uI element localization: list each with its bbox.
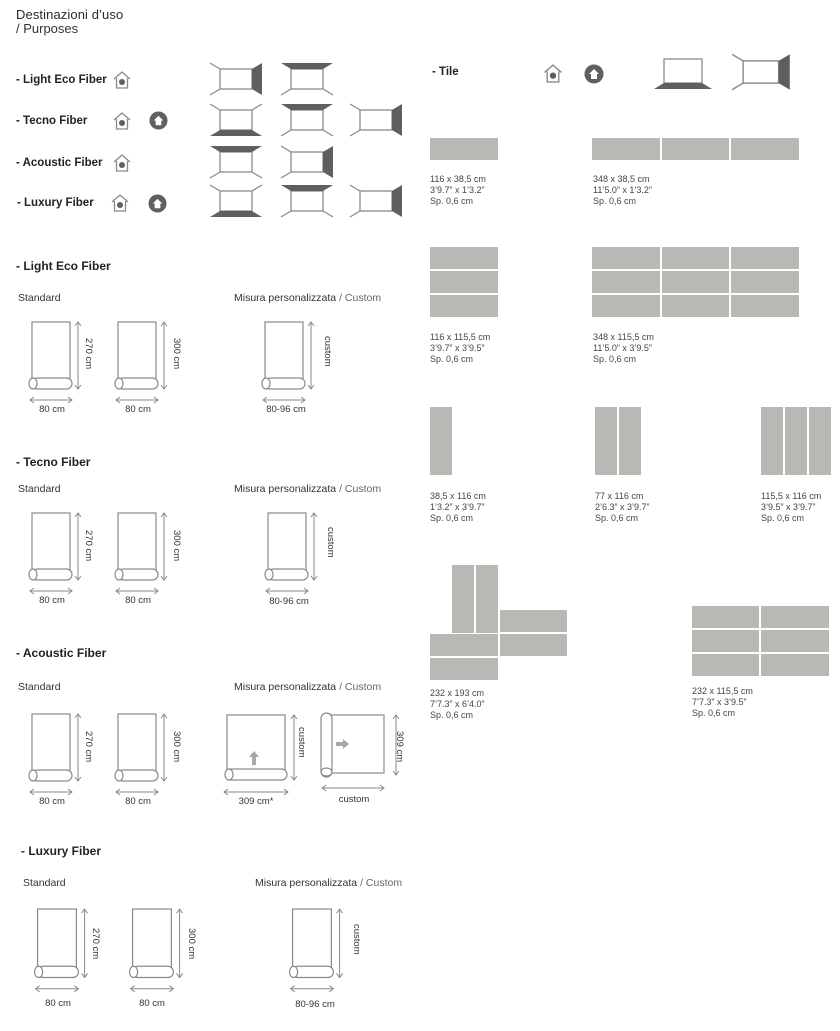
- tile-swatch: [430, 658, 498, 680]
- tile-size-imperial: 1’3.2” x 3’9.7”: [430, 502, 485, 512]
- room-wall-icon: [280, 145, 336, 179]
- custom-label-it: Misura personalizzata: [234, 681, 337, 693]
- roll-height: 270 cm: [90, 928, 101, 960]
- tile-size-imperial: 2’6.3” x 3’9.7”: [595, 502, 650, 512]
- tile-format: [593, 332, 654, 365]
- room-wall-icon: [349, 103, 405, 137]
- tile-swatch: [731, 247, 799, 269]
- standard-label: Standard: [18, 681, 61, 693]
- tile-format: [430, 174, 486, 207]
- tile-swatch: [592, 295, 660, 317]
- tile-swatch: [592, 247, 660, 269]
- standard-label: Standard: [18, 483, 61, 495]
- tile-swatch: [662, 247, 729, 269]
- standard-label: Standard: [18, 292, 61, 304]
- tile-format: [430, 688, 485, 721]
- purpose-tecno-fiber: - Tecno Fiber: [16, 115, 88, 127]
- tile-size-cm: 116 x 38,5 cm: [430, 174, 486, 184]
- tile-swatch: [761, 630, 829, 652]
- indoor-house-icon: [112, 112, 132, 130]
- tile-format: [595, 491, 650, 524]
- tile-swatch: [430, 138, 498, 160]
- tile-swatch: [619, 407, 641, 475]
- roll-width: 80 cm: [39, 595, 65, 606]
- roll-height: 300 cm: [186, 928, 197, 960]
- tile-swatch: [500, 634, 567, 656]
- tile-thickness: Sp. 0,6 cm: [761, 513, 805, 523]
- tile-swatch: [809, 407, 831, 475]
- indoor-house-icon: [110, 194, 130, 212]
- tile-swatch: [592, 138, 660, 160]
- roll-diagram: [108, 712, 168, 802]
- custom-label-en: / Custom: [360, 877, 403, 889]
- tile-swatch: [785, 407, 807, 475]
- roll-width: 80-96 cm: [295, 999, 335, 1010]
- indoor-house-icon: [542, 64, 564, 83]
- purpose-acoustic-fiber: - Acoustic Fiber: [16, 157, 103, 169]
- room-ceiling-icon: [209, 145, 265, 179]
- tile-size-cm: 77 x 116 cm: [595, 491, 644, 501]
- tile-thickness: Sp. 0,6 cm: [692, 708, 736, 718]
- roll-diagram: [255, 320, 315, 410]
- custom-label: [255, 877, 402, 889]
- tile-size-imperial: 3’9.7” x 1’3.2”: [430, 185, 485, 195]
- tile-format: [593, 174, 652, 207]
- roll-height: custom: [351, 924, 362, 955]
- tile-swatch: [500, 610, 567, 632]
- roll-diagram: [108, 511, 168, 601]
- roll-height: 300 cm: [171, 338, 182, 370]
- tile-swatch: [476, 565, 498, 633]
- room-floor-icon: [209, 184, 265, 218]
- section-title: - Acoustic Fiber: [16, 646, 107, 660]
- tile-size-imperial: 11’5.0” x 3’9.5”: [593, 343, 652, 353]
- roll-height: 270 cm: [83, 530, 94, 562]
- roll-height: 270 cm: [83, 338, 94, 370]
- section-title: - Light Eco Fiber: [16, 259, 111, 273]
- page-subtitle: / Purposes: [16, 21, 79, 36]
- tile-swatch: [430, 247, 498, 269]
- tile-size-imperial: 7’7.3” x 3’9.5”: [692, 697, 747, 707]
- purpose-luxury-fiber: - Luxury Fiber: [17, 197, 94, 209]
- roll-height: 300 cm: [171, 731, 182, 763]
- outdoor-house-icon: [148, 194, 167, 213]
- roll-height: 270 cm: [83, 731, 94, 763]
- custom-label-en: / Custom: [339, 483, 382, 495]
- roll-diagram: [108, 320, 168, 410]
- tile-thickness: Sp. 0,6 cm: [430, 196, 474, 206]
- roll-height: custom: [322, 336, 333, 367]
- custom-label-it: Misura personalizzata: [234, 292, 337, 304]
- tile-size-cm: 348 x 38,5 cm: [593, 174, 650, 184]
- tile-swatch: [731, 295, 799, 317]
- tile-swatch: [731, 138, 799, 160]
- tile-format: [430, 332, 490, 365]
- roll-diagram: [22, 712, 82, 802]
- custom-label: [234, 483, 381, 495]
- roll-diagram: [22, 511, 82, 601]
- roll-width: 80 cm: [45, 998, 71, 1009]
- roll-diagram: [282, 907, 344, 999]
- tile-swatch: [761, 654, 829, 676]
- room-wall-icon: [349, 184, 405, 218]
- outdoor-house-icon: [584, 64, 604, 84]
- roll-width: 80-96 cm: [266, 404, 306, 415]
- room-ceiling-icon: [280, 103, 336, 137]
- roll-height: 300 cm: [171, 530, 182, 562]
- tile-swatch: [761, 407, 783, 475]
- roll-width: 80 cm: [39, 404, 65, 415]
- room-wall-icon: [732, 53, 792, 91]
- tile-size-imperial: 3’9.5” x 3’9.7”: [761, 502, 816, 512]
- tile-thickness: Sp. 0,6 cm: [430, 513, 474, 523]
- custom-label-en: / Custom: [339, 292, 382, 304]
- custom-label: [234, 681, 381, 693]
- tile-size-imperial: 3’9.7” x 3’9.5”: [430, 343, 485, 353]
- tile-size-cm: 232 x 193 cm: [430, 688, 485, 698]
- room-ceiling-icon: [280, 184, 336, 218]
- roll-width: 80 cm: [125, 404, 151, 415]
- tile-swatch: [692, 654, 759, 676]
- tile-swatch: [692, 630, 759, 652]
- roll-diagram: [122, 907, 184, 999]
- tile-thickness: Sp. 0,6 cm: [430, 354, 474, 364]
- tile-size-cm: 38,5 x 116 cm: [430, 491, 486, 501]
- room-floor-icon: [654, 57, 714, 91]
- indoor-house-icon: [112, 154, 132, 172]
- tile-size-cm: 232 x 115,5 cm: [692, 686, 753, 696]
- tile-thickness: Sp. 0,6 cm: [593, 196, 637, 206]
- roll-diagram: [27, 907, 89, 999]
- roll-height: custom: [325, 527, 336, 558]
- custom-label-it: Misura personalizzata: [255, 877, 358, 889]
- tile-thickness: Sp. 0,6 cm: [593, 354, 637, 364]
- tile-size-cm: 115,5 x 116 cm: [761, 491, 822, 501]
- roll-diagram: [22, 320, 82, 410]
- outdoor-house-icon: [149, 111, 168, 130]
- tile-size-imperial: 7’7.3” x 6’4.0”: [430, 699, 485, 709]
- room-ceiling-icon: [280, 62, 336, 96]
- custom-label: [234, 292, 381, 304]
- roll-width: custom: [338, 794, 370, 805]
- tile-format: [761, 491, 821, 524]
- tile-swatch: [731, 271, 799, 293]
- standard-label: Standard: [23, 877, 66, 889]
- tile-format: [692, 686, 753, 719]
- purpose-tile: - Tile: [432, 66, 459, 78]
- tile-swatch: [662, 271, 729, 293]
- tile-swatch: [595, 407, 617, 475]
- tile-swatch: [592, 271, 660, 293]
- roll-height: custom: [296, 727, 307, 758]
- page-title: Destinazioni d’uso: [16, 7, 124, 22]
- tile-swatch: [430, 295, 498, 317]
- room-wall-icon: [209, 62, 265, 96]
- tile-swatch: [761, 606, 829, 628]
- room-floor-icon: [209, 103, 265, 137]
- indoor-house-icon: [112, 71, 132, 89]
- tile-size-imperial: 11’5.0” x 1’3.2”: [593, 185, 652, 195]
- tile-swatch: [430, 634, 498, 656]
- tile-swatch: [662, 295, 729, 317]
- tile-swatch: [662, 138, 729, 160]
- purpose-light-eco-fiber: - Light Eco Fiber: [16, 74, 107, 86]
- tile-swatch: [692, 606, 759, 628]
- roll-width: 80 cm: [125, 796, 151, 807]
- section-title: - Tecno Fiber: [16, 455, 91, 469]
- roll-width: 80 cm: [125, 595, 151, 606]
- roll-width: 309 cm*: [238, 796, 274, 807]
- tile-thickness: Sp. 0,6 cm: [430, 710, 474, 720]
- roll-width: 80 cm: [39, 796, 65, 807]
- tile-swatch: [430, 271, 498, 293]
- custom-label-en: / Custom: [339, 681, 382, 693]
- tile-size-cm: 116 x 115,5 cm: [430, 332, 491, 342]
- tile-format: [430, 491, 486, 524]
- custom-label-it: Misura personalizzata: [234, 483, 337, 495]
- tile-swatch: [430, 407, 452, 475]
- tile-thickness: Sp. 0,6 cm: [595, 513, 639, 523]
- section-title: - Luxury Fiber: [21, 844, 102, 858]
- roll-diagram-wide: [222, 713, 302, 803]
- tile-size-cm: 348 x 115,5 cm: [593, 332, 654, 342]
- tile-swatch: [452, 565, 474, 633]
- roll-height: 309 cm: [394, 731, 405, 763]
- roll-width: 80 cm: [139, 998, 165, 1009]
- roll-width: 80-96 cm: [269, 596, 309, 607]
- roll-diagram: [258, 511, 318, 601]
